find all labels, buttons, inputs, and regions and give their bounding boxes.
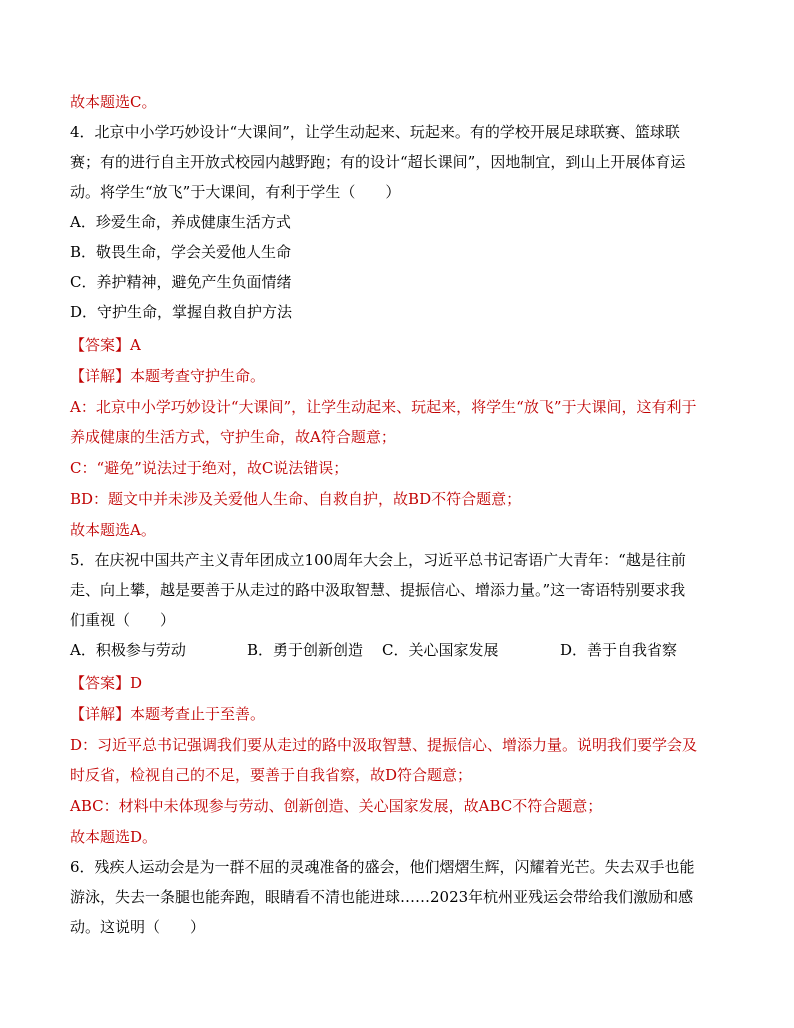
q4-answer: 【答案】A <box>70 336 141 354</box>
q5-conclusion: 故本题选D。 <box>70 828 158 846</box>
q4-option-d: D．守护生命，掌握自救自护方法 <box>70 303 293 321</box>
q5-option-d: D．善于自我省察 <box>560 641 678 659</box>
q4-explanation-line-4: BD：题文中并未涉及关爱他人生命、自救自护，故BD不符合题意； <box>70 490 522 508</box>
q4-option-c: C．养护精神，避免产生负面情绪 <box>70 273 292 291</box>
q4-stem-line-2: 赛；有的进行自主开放式校园内越野跑；有的设计“超长课间”，因地制宜，到山上开展体育运 <box>70 153 686 171</box>
q4-explanation-line-2: 养成健康的生活方式，守护生命，故A符合题意； <box>70 428 396 446</box>
q5-stem-line-3: 们重视（ ） <box>70 611 176 629</box>
q5-stem-line-2: 走、向上攀，越是要善于从走过的路中汲取智慧、提振信心、增添力量。”这一寄语特别要求我 <box>70 581 686 599</box>
q5-option-b: B．勇于创新创造 <box>247 641 364 659</box>
q4-explanation-line-3: C：“避免”说法过于绝对，故C说法错误； <box>70 459 349 477</box>
q5-explanation-line-2: 时反省，检视自己的不足，要善于自我省察，故D符合题意； <box>70 766 473 784</box>
q6-stem-line-2: 游泳，失去一条腿也能奔跑，眼睛看不清也能进球……2023年杭州亚残运会带给我们激励和感 <box>70 888 694 906</box>
q4-option-b: B．敬畏生命，学会关爱他人生命 <box>70 243 292 261</box>
q6-stem-line-1: 6．残疾人运动会是为一群不屈的灵魂准备的盛会，他们熠熠生辉，闪耀着光芒。失去双手也能 <box>70 858 695 876</box>
q6-stem-line-3: 动。这说明（ ） <box>70 918 206 936</box>
q5-answer: 【答案】D <box>70 674 143 692</box>
prev-conclusion: 故本题选C。 <box>70 93 157 111</box>
q5-stem-line-1: 5．在庆祝中国共产主义青年团成立100周年大会上，习近平总书记寄语广大青年：“越是往前 <box>70 551 686 569</box>
q5-explanation-line-1: D：习近平总书记强调我们要从走过的路中汲取智慧、提振信心、增添力量。说明我们要学会及 <box>70 736 698 754</box>
q4-option-a: A．珍爱生命，养成健康生活方式 <box>70 213 291 231</box>
q5-option-c: C．关心国家发展 <box>382 641 499 659</box>
q5-explanation-line-3: ABC：材料中未体现参与劳动、创新创造、关心国家发展，故ABC不符合题意； <box>70 797 603 815</box>
q4-explanation-line-1: A：北京中小学巧妙设计“大课间”，让学生动起来、玩起来，将学生“放飞”于大课间，这有利于 <box>70 398 697 416</box>
q5-option-a: A．积极参与劳动 <box>70 641 186 659</box>
q4-conclusion: 故本题选A。 <box>70 521 156 539</box>
q4-detail: 【详解】本题考查守护生命。 <box>70 367 266 385</box>
q5-detail: 【详解】本题考查止于至善。 <box>70 705 266 723</box>
q4-stem-line-3: 动。将学生“放飞”于大课间，有利于学生（ ） <box>70 183 401 201</box>
q4-stem-line-1: 4．北京中小学巧妙设计“大课间”，让学生动起来、玩起来。有的学校开展足球联赛、篮球联 <box>70 123 680 141</box>
